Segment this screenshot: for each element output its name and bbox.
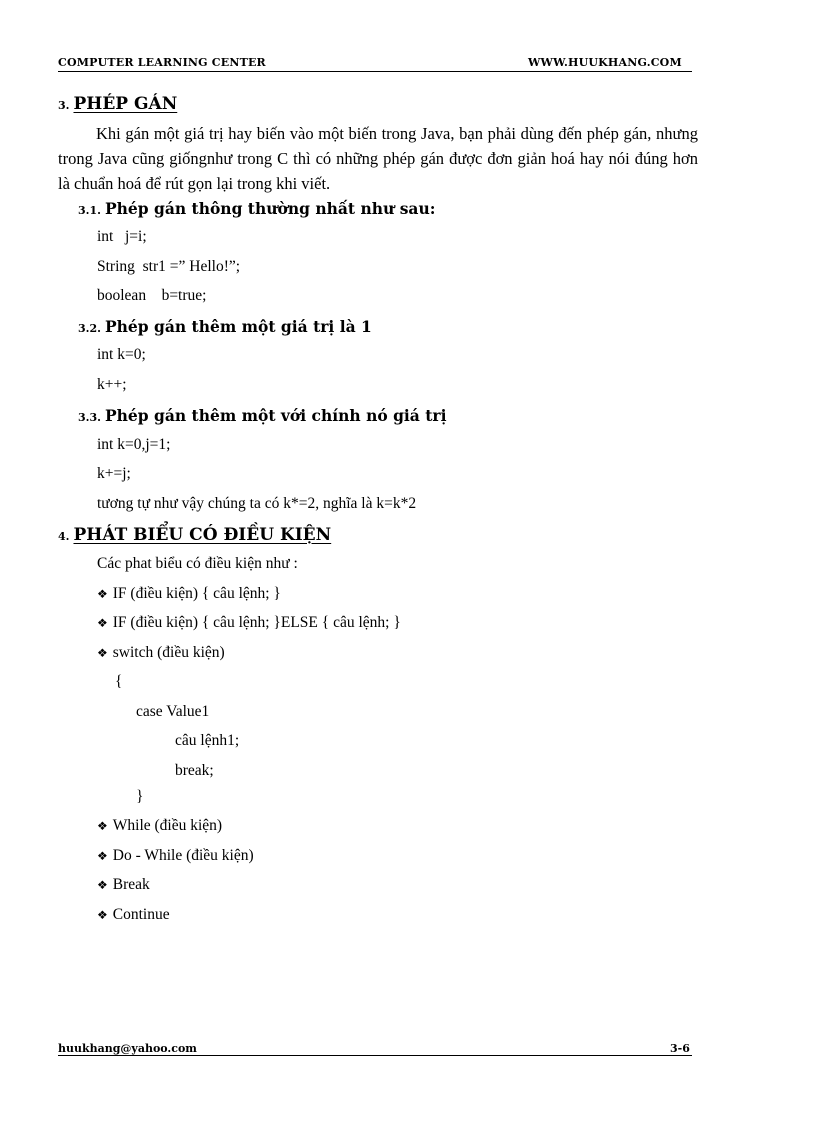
bullet-item: [97, 585, 281, 603]
subsection-3-1-number: 3.1.: [78, 204, 101, 217]
switch-case: case Value1: [136, 703, 210, 720]
bullet-text: While (điều kiện): [112, 817, 223, 834]
code-line: int k=0;: [97, 346, 146, 363]
subsection-3-1-title: Phép gán thông thường nhất như sau:: [104, 199, 436, 218]
page-number: 3-6: [670, 1042, 690, 1055]
section-3-number: 3.: [58, 99, 70, 112]
header-right: WWW.HUUKHANG.COM: [528, 56, 682, 69]
code-line: String str1 =” Hello!”;: [97, 258, 241, 275]
section-3-title: PHÉP GÁN: [73, 94, 178, 114]
bullet-item: [97, 847, 254, 865]
section-4-number: 4.: [58, 530, 70, 543]
code-line: k+=j;: [97, 465, 131, 482]
diamond-bullet-icon: ❖: [97, 616, 108, 630]
subsection-3-3-title: Phép gán thêm một với chính nó giá trị: [104, 406, 447, 425]
section-4-heading: [58, 525, 331, 545]
section-4-intro: Các phat biểu có điều kiện như :: [97, 555, 298, 572]
bullet-text: Break: [112, 876, 150, 893]
bullet-item: [97, 876, 150, 894]
bullet-item: [97, 614, 401, 632]
bullet-item: [97, 906, 170, 924]
section-4-title: PHÁT BIỂU CÓ ĐIỀU KIỆN: [73, 525, 332, 545]
bullet-text: switch (điều kiện): [112, 644, 225, 661]
code-line: k++;: [97, 376, 127, 393]
diamond-bullet-icon: ❖: [97, 646, 108, 660]
code-line: tương tự như vậy chúng ta có k*=2, nghĩa là k=k*2: [97, 495, 417, 512]
switch-open-brace: {: [115, 673, 123, 690]
diamond-bullet-icon: ❖: [97, 819, 108, 833]
switch-statement: câu lệnh1;: [175, 732, 240, 749]
code-line: int k=0,j=1;: [97, 436, 171, 453]
header-rule: [58, 71, 692, 72]
bullet-item: [97, 644, 225, 662]
code-line: int j=i;: [97, 228, 147, 245]
footer-rule: [58, 1055, 692, 1056]
subsection-3-2-heading: [78, 317, 372, 336]
section-3-paragraph: [58, 121, 698, 196]
switch-close-brace: }: [136, 788, 144, 805]
header-left: COMPUTER LEARNING CENTER: [58, 56, 266, 69]
bullet-text: IF (điều kiện) { câu lệnh; }: [112, 585, 281, 602]
section-3-heading: [58, 94, 177, 114]
bullet-text: Do - While (điều kiện): [112, 847, 254, 864]
subsection-3-2-title: Phép gán thêm một giá trị là 1: [104, 317, 372, 336]
subsection-3-2-number: 3.2.: [78, 322, 101, 335]
bullet-item: [97, 817, 222, 835]
bullet-text: IF (điều kiện) { câu lệnh; }ELSE { câu lệnh; }: [112, 614, 401, 631]
code-line: boolean b=true;: [97, 287, 207, 304]
section-3-paragraph-text: Khi gán một giá trị hay biến vào một biến trong Java, bạn phải dùng đến phép gán, nhưng trong Java cũng giốngnhư trong C thì có những phép gán được đơn giản hoá hay nói đúng hơn là chuẩn hoá để rút gọn lại trong khi viết.: [58, 124, 698, 193]
diamond-bullet-icon: ❖: [97, 587, 108, 601]
footer-email: huukhang@yahoo.com: [58, 1042, 197, 1055]
diamond-bullet-icon: ❖: [97, 908, 108, 922]
switch-break: break;: [175, 762, 214, 779]
subsection-3-3-heading: [78, 406, 446, 425]
diamond-bullet-icon: ❖: [97, 849, 108, 863]
diamond-bullet-icon: ❖: [97, 878, 108, 892]
bullet-text: Continue: [112, 906, 170, 923]
subsection-3-3-number: 3.3.: [78, 411, 101, 424]
subsection-3-1-heading: [78, 199, 435, 218]
